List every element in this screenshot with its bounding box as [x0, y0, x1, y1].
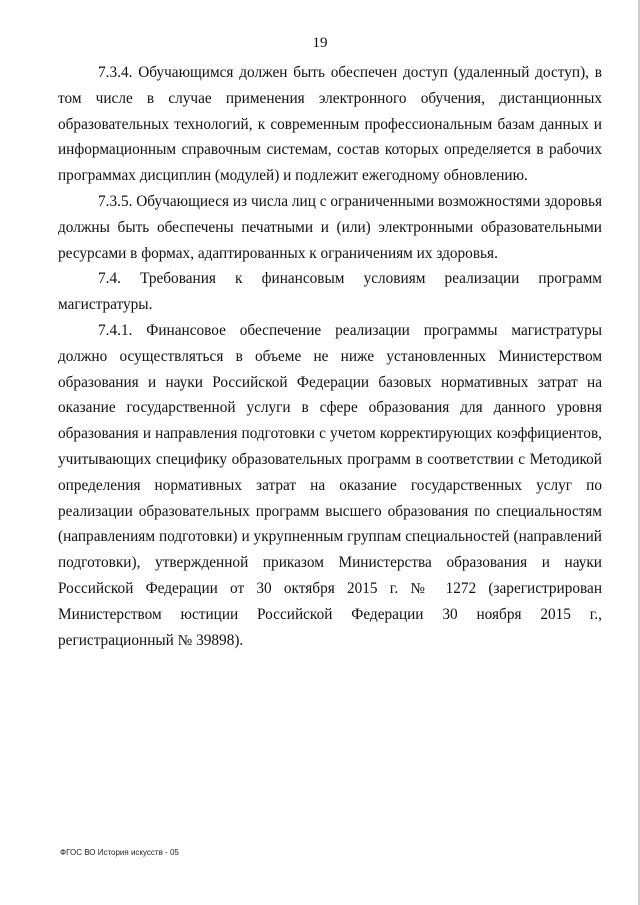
document-body — [58, 60, 602, 653]
page-footer: ФГОС ВО История искусств - 05 — [60, 848, 179, 857]
paragraph-7-4-1: 7.4.1. Финансовое обеспечение реализации программы магистратуры должно осуществляться в объеме не ниже установленных Министерством образования и науки Российской Федерации базовых нормативных затрат на оказание государственной услуги в сфере образования для данного уровня образования и направления подготовки с учетом корректирующих коэффициентов, учитывающих специфику образовательных программ в соответствии с Методикой определения нормативных затрат на оказание государственных услуг по реализации образовательных программ высшего образования по специальностям (направлениям подготовки) и укрупненным группам специальностей (направлений подготовки), утвержденной приказом Министерства образования и науки Российской Федерации от 30 октября 2015 г. № 1272 (зарегистрирован Министерством юстиции Российской Федерации 30 ноября 2015 г., регистрационный № 39898). — [58, 321, 602, 649]
page-number: 19 — [312, 35, 328, 51]
paragraph-7-3-5: 7.3.5. Обучающиеся из числа лиц с ограниченными возможностями здоровья должны быть обеспечены печатными и (или) электронными образовательными ресурсами в формах, адаптированных к ограничениям их здоровья. — [58, 192, 602, 262]
paragraph-7-3-4: 7.3.4. Обучающимся должен быть обеспечен доступ (удаленный доступ), в том числе в случае применения электронного обучения, дистанционных образовательных технологий, к современным профессиональным базам данных и информационным справочным системам, состав которых определяется в рабочих программах дисциплин (модулей) и подлежит ежегодному обновлению. — [58, 64, 602, 185]
paragraph-7-4-heading: 7.4. Требования к финансовым условиям реализации программ магистратуры. — [58, 270, 602, 314]
